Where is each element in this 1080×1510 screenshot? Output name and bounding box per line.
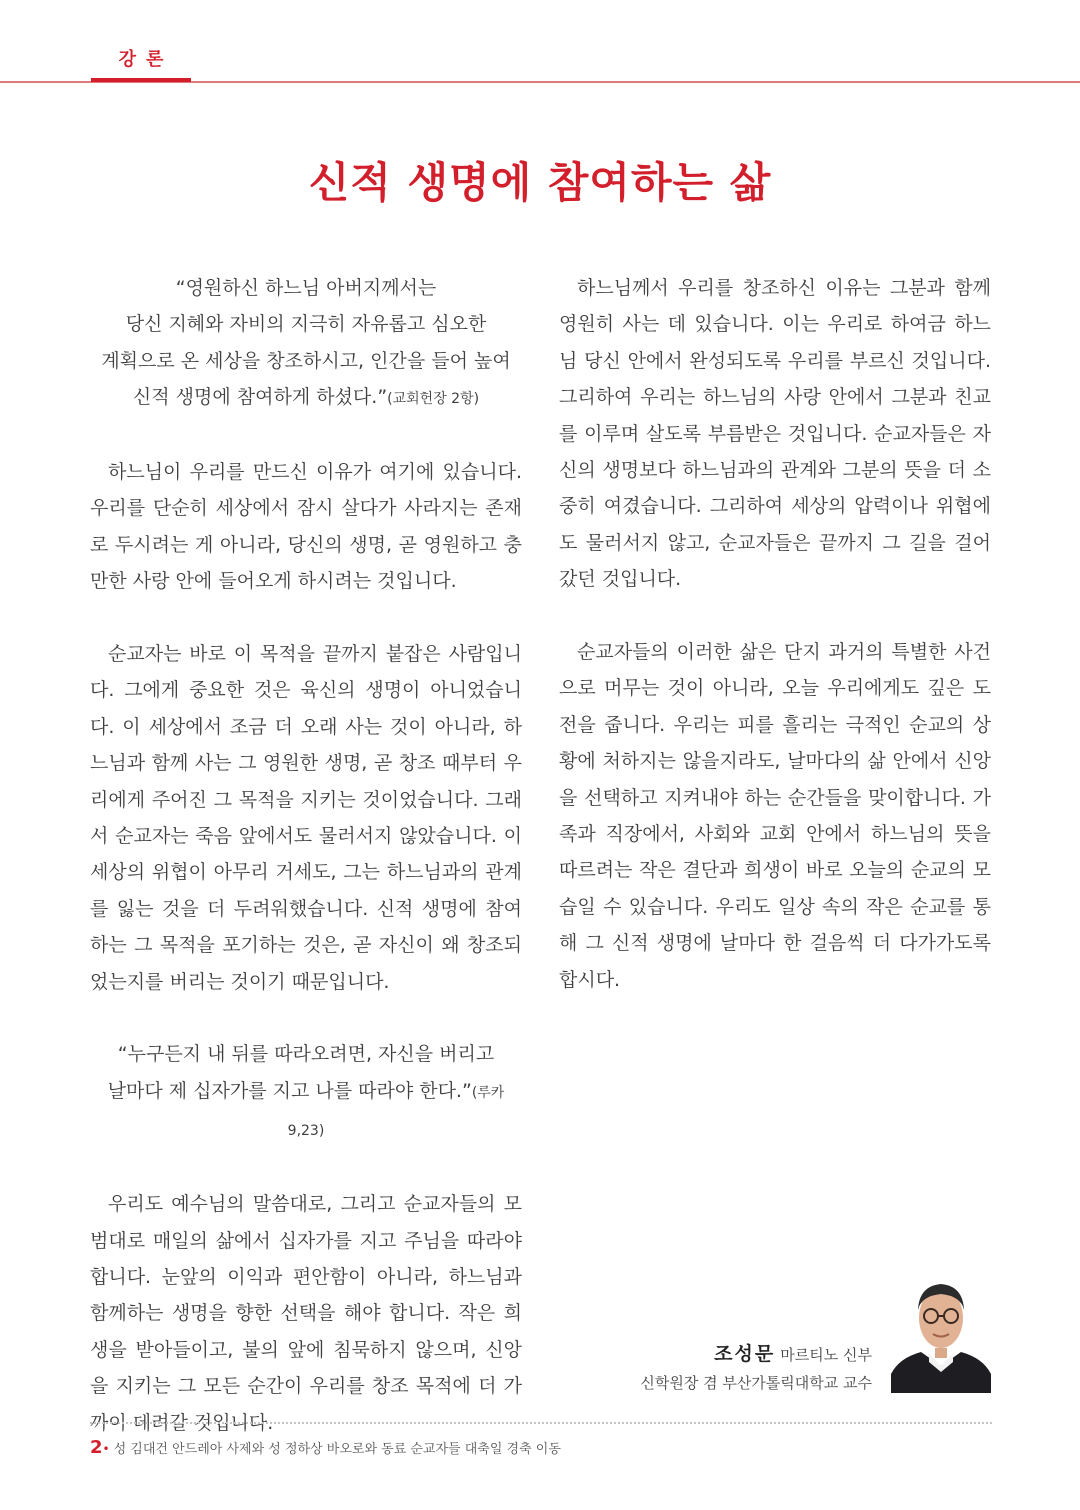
page-number: 2: [90, 1437, 103, 1458]
quote-citation: (교회헌장 2항): [387, 391, 480, 408]
paragraph: 하느님이 우리를 만드신 이유가 여기에 있습니다. 우리를 단순히 세상에서 잠시 살다가 사라지는 존재로 두시려는 게 아니라, 당신의 생명, 곧 영원하고 충만한 사랑 안에 들어오게 하시려는 것입니다.: [90, 461, 522, 593]
section-tab: [91, 40, 191, 82]
left-column: [90, 270, 522, 1441]
quote-line: “영원하신 하느님 아버지께서는: [175, 277, 437, 299]
quote-line-last: 날마다 제 십자가를 지고 나를 따라야 한다.”(루카 9,23): [107, 1079, 505, 1140]
quote-line: 계획으로 온 세상을 창조하시고, 인간을 들어 높여: [101, 349, 511, 372]
author-title: 마르티노 신부: [780, 1346, 872, 1364]
section-label: 강론: [118, 49, 174, 70]
author-portrait: [891, 1266, 991, 1393]
author-portrait-illustration: [891, 1266, 991, 1393]
footer-caption: 성 김대건 안드레아 사제와 성 정하상 바오로와 동료 순교자들 대축일 경축 이동: [113, 1442, 561, 1457]
scripture-quote: [90, 1036, 522, 1149]
author-name: 조성문: [714, 1343, 776, 1365]
paragraph: 우리도 예수님의 말씀대로, 그리고 순교자들의 모범대로 매일의 삶에서 십자가를 지고 주님을 따라야 합니다. 눈앞의 이익과 편안함이 아니라, 하느님과 함께하는 생명을 향한 선택을 해야 합니다. 작은 희생을 받아들이고, 불의 앞에 침묵하지 않으며, 신앙을 지키는 그 모든 순간이 우리를 창조 목적에 더 가까이 데려갈 것입니다.: [90, 1193, 522, 1434]
quote-line: “누구든지 내 뒤를 따라오려면, 자신을 버리고: [117, 1043, 495, 1066]
bullet-icon: •: [102, 1442, 110, 1456]
paragraph: 순교자는 바로 이 목적을 끝까지 붙잡은 사람입니다. 그에게 중요한 것은 육신의 생명이 아니었습니다. 이 세상에서 조금 더 오래 사는 것이 아니라, 하느님과 함께 사는 그 영원한 생명, 곧 창조 때부터 우리에게 주어진 그 목적을 지키는 것이었습니다. 그래서 순교자는 죽음 앞에서도 물러서지 않았습니다. 이 세상의 위협이 아무리 거세도, 그는 하느님과의 관계를 잃는 것을 더 두려워했습니다. 신적 생명에 참여하는 그 목적을 포기하는 것은, 곧 자신이 왜 창조되었는지를 버리는 것이기 때문입니다.: [90, 643, 522, 993]
author-affiliation: 신학원장 겸 부산가톨릭대학교 교수: [640, 1374, 872, 1392]
quote-line: 당신 지혜와 자비의 지극히 자유롭고 심오한: [125, 313, 487, 336]
article-title: 신적 생명에 참여하는 삶: [308, 158, 772, 207]
right-column: [559, 270, 991, 998]
footer: [90, 1436, 561, 1460]
quote-line-last: 신적 생명에 참여하게 하셨다.”(교회헌장 2항): [132, 386, 480, 409]
paragraph: 하느님께서 우리를 창조하신 이유는 그분과 함께 영원히 사는 데 있습니다. 이는 우리로 하여금 하느님 당신 안에서 완성되도록 우리를 부르신 것입니다. 그리하여 우리는 하느님의 사랑 안에서 그분과 친교를 이루며 살도록 부름받은 것입니다. 순교자들은 자신의 생명보다 하느님과의 관계와 그분의 뜻을 더 소중히 여겼습니다. 그리하여 세상의 압력이나 위협에도 물러서지 않고, 순교자들은 끝까지 그 길을 걸어갔던 것입니다.: [559, 277, 991, 591]
footer-rule: [90, 1422, 992, 1424]
author-block: [560, 1340, 872, 1397]
opening-quote: [90, 270, 522, 418]
author-name-line: [560, 1340, 872, 1369]
quote-citation: (루카 9,23): [287, 1084, 505, 1140]
paragraph: 순교자들의 이러한 삶은 단지 과거의 특별한 사건으로 머무는 것이 아니라, 오늘 우리에게도 깊은 도전을 줍니다. 우리는 피를 흘리는 극적인 순교의 상황에 처하지는 않을지라도, 날마다의 삶 안에서 신앙을 선택하고 지켜내야 하는 순간들을 맞이합니다. 가족과 직장에서, 사회와 교회 안에서 하느님의 뜻을 따르려는 작은 결단과 희생이 바로 오늘의 순교의 모습일 수 있습니다. 우리도 일상 속의 작은 순교를 통해 그 신적 생명에 날마다 한 걸음씩 더 다가가도록 합시다.: [559, 641, 991, 991]
